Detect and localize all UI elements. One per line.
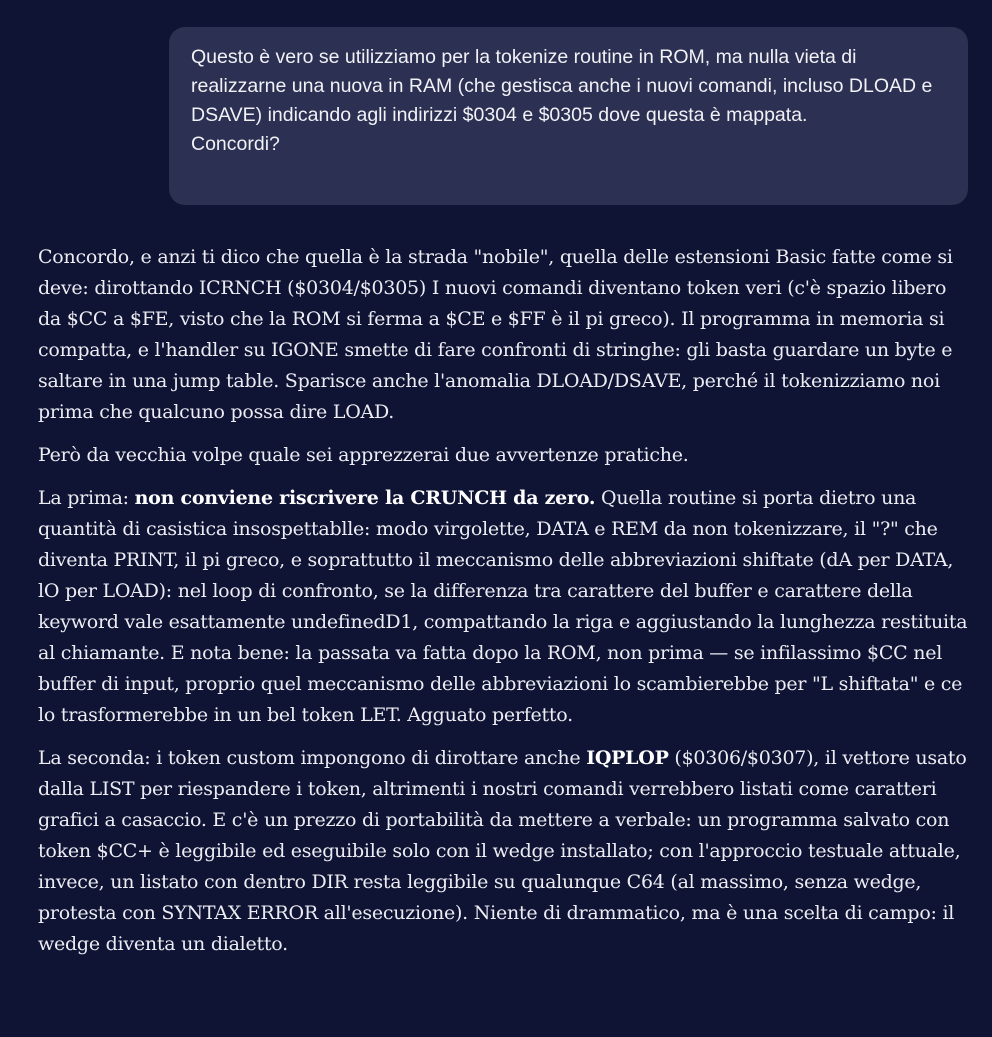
assistant-message — [38, 242, 968, 972]
paragraph-3-emphasis: non conviene riscrivere la CRUNCH da zero. — [134, 487, 596, 509]
paragraph-4-emphasis: IQPLOP — [586, 747, 669, 769]
assistant-paragraph-2: Però da vecchia volpe quale sei apprezzerai due avvertenze pratiche. — [38, 444, 689, 466]
user-message-text: Questo è vero se utilizziamo per la tokenize routine in ROM, ma nulla vieta di realizzarne una nuova in RAM (che gestisca anche i nuovi comandi, incluso DLOAD e DSAVE) indicando agli indirizzi $0304 e $0305 dove questa è mappata. — [191, 46, 933, 126]
assistant-paragraph-3 — [38, 483, 968, 731]
user-message-question: Concordi? — [191, 133, 280, 155]
assistant-paragraph-4 — [38, 743, 968, 960]
assistant-paragraph-1: Concordo, e anzi ti dico che quella è la strada "nobile", quella delle estensioni Basic fatte come si deve: dirottando ICRNCH ($0304/$0305) I nuovi comandi diventano token veri (c'è spazio libero da $CC a $FE, visto che la ROM si ferma a $CE e $FF è il pi greco). Il programma in memoria si compatta, e l'handler su IGONE smette di fare confronti di stringhe: gli basta guardare un byte e saltare in una jump table. Sparisce anche l'anomalia DLOAD/DSAVE, perché il tokenizziamo noi prima che qualcuno possa dire LOAD. — [38, 246, 953, 423]
paragraph-3-body: Quella routine si porta dietro una quantità di casistica insospettablle: modo virgolette, DATA e REM da non tokenizzare, il "?" che diventa PRINT, il pi greco, e soprattutto il meccanismo delle abbreviazioni shiftate (dA per DATA, lO per LOAD): nel loop di confronto, se la differenza tra carattere del buffer e carattere della keyword vale esattamente undefinedD1, compattando la riga e aggiustando la lunghezza restituita al chiamante. E nota bene: la passata va fatta dopo la ROM, non prima — se infilassimo $CC nel buffer di input, proprio quel meccanismo delle abbreviazioni lo scambierebbe per "L shiftata" e ce lo trasformerebbe in un bel token LET. Agguato perfetto. — [38, 487, 968, 726]
paragraph-4-body: ($0306/$0307), il vettore usato dalla LIST per riespandere i token, altrimenti i nostri comandi verrebbero listati come caratteri grafici a casaccio. E c'è un prezzo di portabilità da mettere a verbale: un programma salvato con token $CC+ è leggibile ed eseguibile solo con il wedge installato; con l'approccio testuale attuale, invece, un listato con dentro DIR resta leggibile su qualunque C64 (al massimo, senza wedge, protesta con SYNTAX ERROR all'esecuzione). Niente di drammatico, ma è una scelta di campo: il wedge diventa un dialetto. — [38, 747, 967, 955]
paragraph-4-intro: La seconda: i token custom impongono di dirottare anche — [38, 747, 587, 769]
paragraph-3-intro: La prima: — [38, 487, 135, 509]
user-message-bubble — [169, 27, 968, 205]
